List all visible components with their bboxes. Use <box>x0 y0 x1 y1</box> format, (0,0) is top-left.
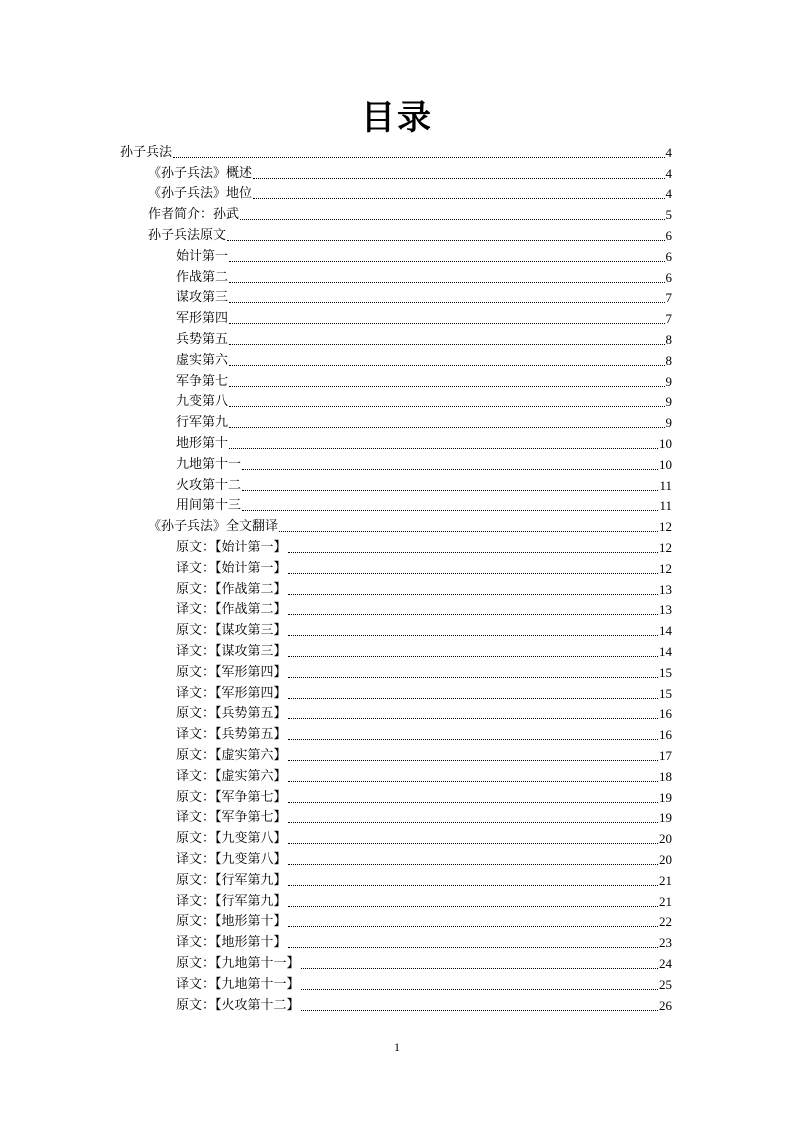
toc-entry-title: 译文：【虚实第六】 <box>176 768 287 784</box>
toc-entry-page: 5 <box>665 207 672 223</box>
toc-entry-title: 九变第八 <box>176 394 229 410</box>
toc-entry[interactable] <box>176 889 672 910</box>
toc-dot-leader <box>288 655 658 657</box>
toc-entry-title: 译文：【行军第九】 <box>176 893 287 909</box>
toc-entry-title: 作者简介：孙武 <box>148 207 240 223</box>
toc-entry-page: 21 <box>659 872 672 888</box>
toc-dot-leader <box>288 717 658 719</box>
toc-entry[interactable] <box>176 577 672 598</box>
toc-dot-leader <box>288 634 658 636</box>
toc-entry-page: 14 <box>659 643 672 659</box>
toc-entry-title: 原文：【行军第九】 <box>176 872 287 888</box>
toc-entry-title: 军争第七 <box>176 373 229 389</box>
toc-entry[interactable] <box>176 722 672 743</box>
toc-entry-page: 16 <box>659 706 672 722</box>
toc-dot-leader <box>173 156 664 158</box>
toc-entry[interactable] <box>176 535 672 556</box>
toc-entry-title: 原文：【九变第八】 <box>176 831 287 847</box>
toc-dot-leader <box>240 218 664 220</box>
toc-entry-page: 25 <box>659 976 672 992</box>
toc-entry[interactable] <box>176 785 672 806</box>
toc-entry-title: 《孙子兵法》概述 <box>148 165 253 181</box>
toc-entry-title: 火攻第十二 <box>176 477 242 493</box>
toc-entry-title: 孙子兵法 <box>120 144 173 160</box>
toc-dot-leader <box>229 385 664 387</box>
toc-entry-title: 译文：【始计第一】 <box>176 560 287 576</box>
toc-entry-title: 原文：【军形第四】 <box>176 664 287 680</box>
toc-entry-page: 4 <box>665 186 672 202</box>
toc-entry-page: 7 <box>665 311 672 327</box>
toc-dot-leader <box>301 967 658 969</box>
toc-entry[interactable] <box>176 826 672 847</box>
toc-entry-title: 原文：【九地第十一】 <box>176 955 300 971</box>
toc-dot-leader <box>229 364 664 366</box>
toc-entry-title: 原文：【谋攻第三】 <box>176 623 287 639</box>
toc-entry-page: 15 <box>659 664 672 680</box>
toc-dot-leader <box>288 551 658 553</box>
toc-entry-page: 17 <box>659 747 672 763</box>
toc-entry-title: 原文：【地形第十】 <box>176 914 287 930</box>
toc-entry-page: 19 <box>659 789 672 805</box>
toc-dot-leader <box>288 738 658 740</box>
toc-entry-page: 4 <box>665 165 672 181</box>
toc-dot-leader <box>288 613 658 615</box>
toc-entry-page: 11 <box>659 477 672 493</box>
toc-dot-leader <box>279 530 658 532</box>
toc-entry-title: 兵势第五 <box>176 331 229 347</box>
toc-entry-title: 虚实第六 <box>176 352 229 368</box>
toc-entry-page: 4 <box>665 144 672 160</box>
toc-entry[interactable] <box>176 306 672 327</box>
toc-entry-title: 谋攻第三 <box>176 290 229 306</box>
toc-entry-page: 15 <box>659 685 672 701</box>
toc-entry-page: 10 <box>659 435 672 451</box>
toc-entry-title: 原文：【虚实第六】 <box>176 747 287 763</box>
toc-entry[interactable] <box>148 202 672 223</box>
toc-entry-title: 作战第二 <box>176 269 229 285</box>
toc-dot-leader <box>253 197 664 199</box>
toc-entry-title: 原文：【军争第七】 <box>176 789 287 805</box>
toc-entry[interactable] <box>176 910 672 931</box>
toc-dot-leader <box>301 988 658 990</box>
toc-entry[interactable] <box>176 993 672 1014</box>
toc-entry[interactable] <box>176 639 672 660</box>
toc-dot-leader <box>229 260 664 262</box>
toc-entry-title: 用间第十三 <box>176 498 242 514</box>
toc-entry[interactable] <box>176 327 672 348</box>
toc-entry-page: 8 <box>665 331 672 347</box>
toc-entry[interactable] <box>176 702 672 723</box>
toc-entry-page: 9 <box>665 373 672 389</box>
toc-dot-leader <box>229 426 664 428</box>
toc-entry[interactable] <box>176 743 672 764</box>
toc-entry[interactable] <box>148 514 672 535</box>
toc-entry-page: 9 <box>665 415 672 431</box>
toc-entry-page: 19 <box>659 810 672 826</box>
toc-entry[interactable] <box>148 182 672 203</box>
toc-dot-leader <box>229 447 658 449</box>
toc-dot-leader <box>288 780 658 782</box>
toc-dot-leader <box>288 863 658 865</box>
toc-entry-page: 6 <box>665 227 672 243</box>
toc-dot-leader <box>288 572 658 574</box>
toc-dot-leader <box>288 905 658 907</box>
toc-entry-page: 22 <box>659 914 672 930</box>
toc-dot-leader <box>253 177 664 179</box>
toc-dot-leader <box>301 1009 658 1011</box>
toc-entry[interactable] <box>176 431 672 452</box>
toc-dot-leader <box>242 509 658 511</box>
toc-entry-title: 孙子兵法原文 <box>148 227 227 243</box>
toc-dot-leader <box>229 301 664 303</box>
toc-entry-title: 译文：【九地第十一】 <box>176 976 300 992</box>
toc-entry-title: 原文：【火攻第十二】 <box>176 997 300 1013</box>
toc-dot-leader <box>242 489 658 491</box>
toc-dot-leader <box>242 468 658 470</box>
toc-entry-title: 军形第四 <box>176 311 229 327</box>
toc-entry-page: 9 <box>665 394 672 410</box>
toc-entry-title: 行军第九 <box>176 415 229 431</box>
toc-entry[interactable] <box>176 473 672 494</box>
toc-dot-leader <box>288 801 658 803</box>
toc-entry[interactable] <box>176 618 672 639</box>
toc-dot-leader <box>288 593 658 595</box>
toc-entry[interactable] <box>148 223 672 244</box>
toc-entry[interactable] <box>176 286 672 307</box>
toc-dot-leader <box>227 239 664 241</box>
toc-entry-page: 16 <box>659 727 672 743</box>
toc-entry[interactable] <box>176 972 672 993</box>
toc-entry-page: 24 <box>659 955 672 971</box>
toc-entry[interactable] <box>176 868 672 889</box>
toc-entry[interactable] <box>176 598 672 619</box>
toc-entry-page: 20 <box>659 831 672 847</box>
toc-entry-title: 译文：【兵势第五】 <box>176 727 287 743</box>
toc-entry-page: 14 <box>659 623 672 639</box>
toc-entry-page: 20 <box>659 851 672 867</box>
toc-entry-title: 译文：【地形第十】 <box>176 935 287 951</box>
toc-entry-title: 九地第十一 <box>176 456 242 472</box>
toc-entry[interactable] <box>176 930 672 951</box>
toc-dot-leader <box>288 759 658 761</box>
toc-dot-leader <box>288 842 658 844</box>
toc-entry[interactable] <box>176 348 672 369</box>
toc-dot-leader <box>288 697 658 699</box>
toc-entry-page: 12 <box>659 519 672 535</box>
toc-dot-leader <box>288 884 658 886</box>
toc-entry-page: 21 <box>659 893 672 909</box>
toc-entry-page: 6 <box>665 269 672 285</box>
toc-dot-leader <box>288 946 658 948</box>
toc-entry-page: 6 <box>665 248 672 264</box>
toc-entry[interactable] <box>176 660 672 681</box>
toc-entry-title: 译文：【谋攻第三】 <box>176 643 287 659</box>
toc-dot-leader <box>229 281 664 283</box>
toc-entry[interactable] <box>176 951 672 972</box>
toc-entry-title: 原文：【兵势第五】 <box>176 706 287 722</box>
toc-dot-leader <box>288 925 658 927</box>
toc-entry-page: 13 <box>659 581 672 597</box>
toc-entry-title: 译文：【九变第八】 <box>176 851 287 867</box>
page-number: 1 <box>394 1040 400 1054</box>
toc-dot-leader <box>288 676 658 678</box>
toc-entry[interactable] <box>176 265 672 286</box>
toc-entry-title: 始计第一 <box>176 248 229 264</box>
page-title: 目录 <box>361 98 433 138</box>
toc-entry-title: 原文：【始计第一】 <box>176 539 287 555</box>
toc-entry-title: 原文：【作战第二】 <box>176 581 287 597</box>
toc-entry[interactable] <box>148 161 672 182</box>
toc-entry-title: 译文：【作战第二】 <box>176 602 287 618</box>
toc-entry-title: 《孙子兵法》地位 <box>148 186 253 202</box>
toc-entry-page: 11 <box>659 498 672 514</box>
toc-entry[interactable] <box>176 244 672 265</box>
toc-entry-page: 7 <box>665 290 672 306</box>
toc-entry[interactable] <box>176 764 672 785</box>
toc-entry-page: 8 <box>665 352 672 368</box>
toc-dot-leader <box>288 821 658 823</box>
toc-entry-title: 译文：【军争第七】 <box>176 810 287 826</box>
toc-entry-title: 地形第十 <box>176 435 229 451</box>
toc-entry[interactable] <box>176 452 672 473</box>
toc-entry[interactable] <box>176 681 672 702</box>
toc-entry[interactable] <box>176 494 672 515</box>
toc-entry-page: 10 <box>659 456 672 472</box>
toc-entry-title: 《孙子兵法》全文翻译 <box>148 519 279 535</box>
toc-entry[interactable] <box>176 556 672 577</box>
toc-entry[interactable] <box>120 140 672 161</box>
toc-entry-title: 译文：【军形第四】 <box>176 685 287 701</box>
toc-entry-page: 18 <box>659 768 672 784</box>
toc-entry-page: 12 <box>659 560 672 576</box>
toc-dot-leader <box>229 322 664 324</box>
toc-entry-page: 13 <box>659 602 672 618</box>
toc-dot-leader <box>229 343 664 345</box>
toc-entry[interactable] <box>176 390 672 411</box>
toc-entry[interactable] <box>176 369 672 390</box>
toc-entry-page: 26 <box>659 997 672 1013</box>
toc-entry-page: 12 <box>659 539 672 555</box>
toc-entry[interactable] <box>176 410 672 431</box>
toc-entry[interactable] <box>176 847 672 868</box>
toc-entry-page: 23 <box>659 935 672 951</box>
toc-dot-leader <box>229 405 664 407</box>
toc-entry[interactable] <box>176 806 672 827</box>
